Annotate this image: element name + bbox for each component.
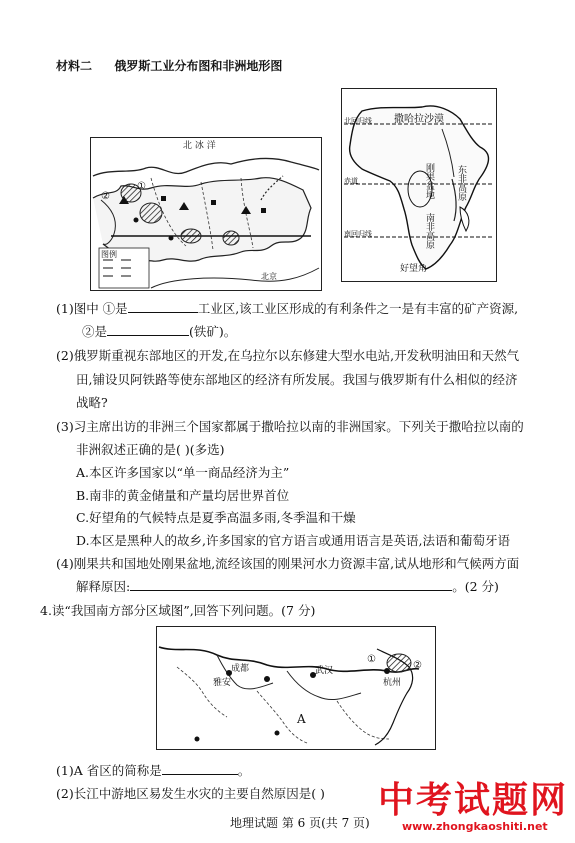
wuhan-label: 武汉 xyxy=(315,666,334,676)
legend-label: 图例 xyxy=(101,250,117,259)
q4-line2 xyxy=(76,577,499,597)
marker-1-label: ① xyxy=(137,181,146,192)
equator-label: 赤道 xyxy=(344,177,358,185)
q4-sub2: (2)长江中游地区易发生水灾的主要自然原因是( ) xyxy=(56,786,325,801)
q3-line1: (3)习主席出访的非洲三个国家都属于撒哈拉以南的非洲国家。下列关于撒哈拉以南的 xyxy=(56,419,524,434)
province-a-label: A xyxy=(297,712,306,726)
russia-industry-map xyxy=(90,137,322,291)
q2-line2: 田,铺设贝阿铁路等使东部地区的经济有所发展。我国与俄罗斯有什么相似的经济 xyxy=(76,372,518,387)
q4-blank[interactable] xyxy=(130,578,452,591)
beijing-label: 北京 xyxy=(261,272,277,281)
cape-label: 好望角 xyxy=(400,264,428,274)
south-tropic-label: 南回归线 xyxy=(344,230,372,238)
arctic-ocean-label: 北 冰 洋 xyxy=(183,141,216,151)
east-africa-plateau-label: 东非高原 xyxy=(456,165,466,201)
q1-text-a: (1)图中 ①是 xyxy=(56,301,128,316)
q2-line1: (2)俄罗斯重视东部地区的开发,在乌拉尔以东修建大型水电站,开发秋明油田和天然气 xyxy=(56,348,520,363)
russia-map-drawing xyxy=(91,138,321,290)
south-africa-plateau-label: 南非高原 xyxy=(424,213,434,249)
chengdu-label: 成都 xyxy=(231,664,250,674)
watermark-title: 中考试题网 xyxy=(378,780,569,821)
yaan-label: 雅安 xyxy=(213,678,232,688)
q1-line2 xyxy=(82,322,236,342)
q3-line2: 非洲叙述正确的是( )(多选) xyxy=(76,442,225,457)
north-tropic-label: 北回归线 xyxy=(344,117,372,125)
q4-text-b: 。(2 分) xyxy=(452,579,499,594)
q3-option-c: C.好望角的气候特点是夏季高温多雨,冬季温和干燥 xyxy=(76,510,356,525)
material-label xyxy=(56,57,282,74)
q1-text-b: 工业区,该工业区形成的有利条件之一是有丰富的矿产资源, xyxy=(197,301,519,316)
q4-text-a: 解释原因: xyxy=(76,579,131,594)
sahara-label: 撒哈拉沙漠 xyxy=(394,114,444,125)
q2-line3: 战略? xyxy=(76,395,108,410)
q1-text-c: ②是 xyxy=(82,324,108,339)
china-map-drawing xyxy=(157,627,435,749)
q4-sub1 xyxy=(56,761,250,781)
q1-blank-1[interactable] xyxy=(128,300,198,313)
material-number: 材料二 xyxy=(56,59,93,73)
africa-terrain-map xyxy=(341,88,497,282)
q1-text-d: (铁矿)。 xyxy=(189,324,237,339)
q1-blank-2[interactable] xyxy=(107,323,189,336)
q4-line1: (4)刚果共和国地处刚果盆地,流经该国的刚果河水力资源丰富,试从地形和气候两方面 xyxy=(56,556,520,571)
question4-header: 4.读“我国南方部分区域图”,回答下列问题。(7 分) xyxy=(40,603,316,618)
q3-option-b: B.南非的黄金储量和产量均居世界首位 xyxy=(76,488,290,503)
hangzhou-label: 杭州 xyxy=(383,678,402,688)
china-south-map xyxy=(156,626,436,750)
q4-sub1-blank[interactable] xyxy=(162,762,238,775)
q4-sub1-text-b: 。 xyxy=(237,763,251,778)
china-marker-2-label: ② xyxy=(413,660,422,671)
watermark-url: www.zhongkaoshiti.net xyxy=(402,820,548,833)
china-marker-1-label: ① xyxy=(367,654,376,665)
material-title: 俄罗斯工业分布图和非洲地形图 xyxy=(114,59,283,73)
congo-basin-label: 刚果盆地 xyxy=(424,163,434,199)
q3-option-a: A.本区许多国家以“单一商品经济为主” xyxy=(76,465,290,480)
page-footer: 地理试题 第 6 页(共 7 页) xyxy=(230,816,370,830)
marker-2-label: ② xyxy=(101,191,110,202)
q1-line1 xyxy=(56,299,518,319)
q4-sub1-text-a: (1)A 省区的简称是 xyxy=(56,763,162,778)
q3-option-d: D.本区是黑种人的故乡,许多国家的官方语言或通用语言是英语,法语和葡萄牙语 xyxy=(76,533,510,548)
